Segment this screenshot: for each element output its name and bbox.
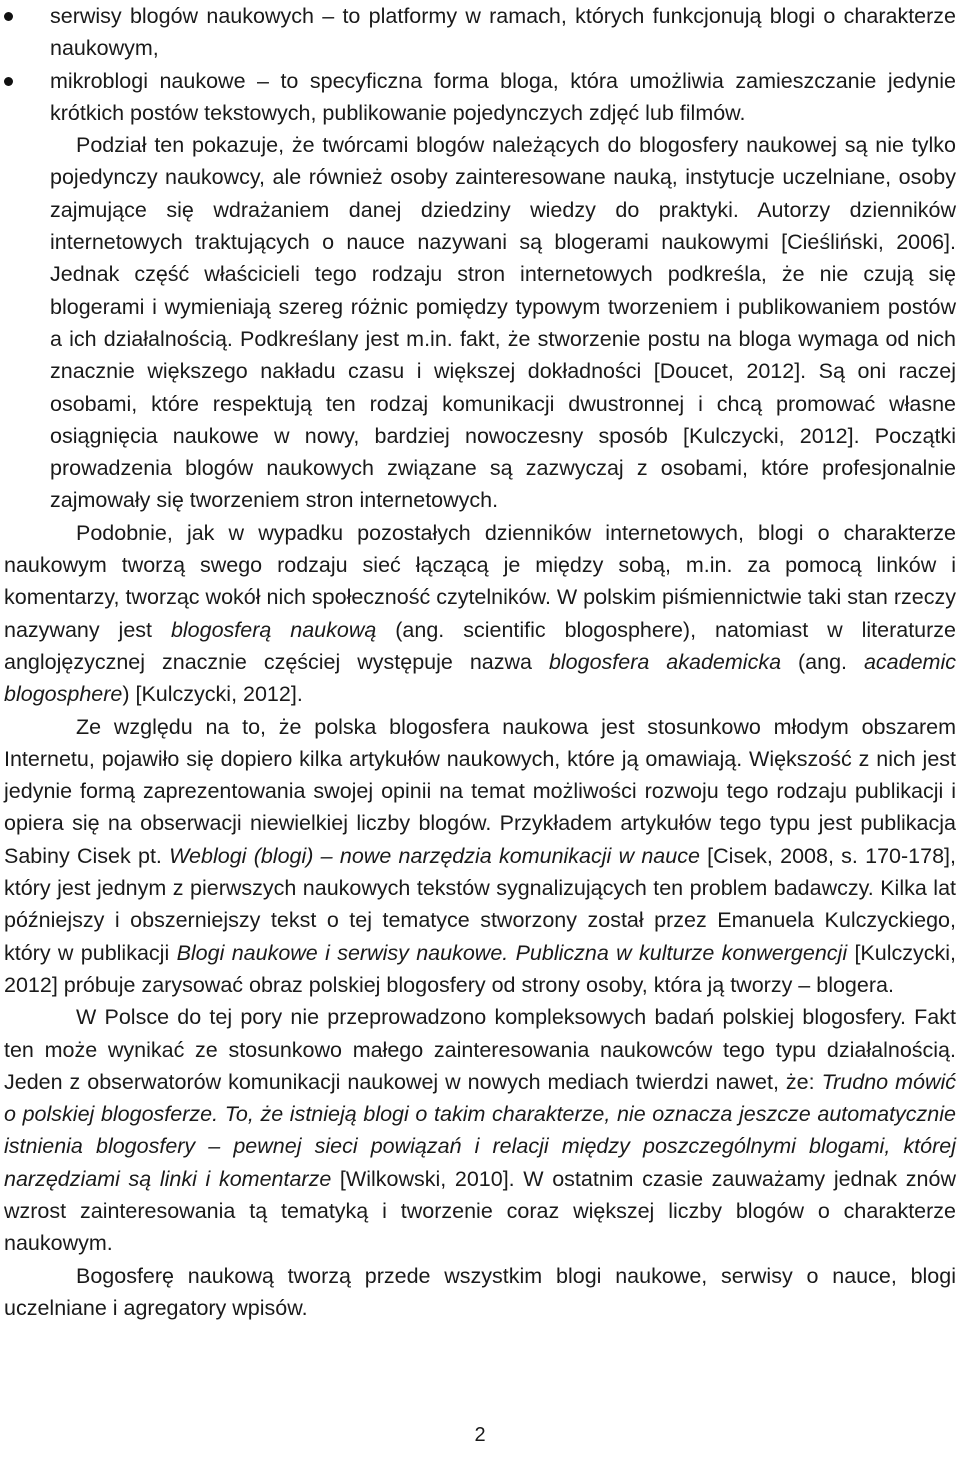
text-run: [Wilkowski, 2010]. W ostatnim czasie zauważamy jednak znów wzrost zainteresowania tą tematyką i tworzenie coraz większej liczby blogów o charakterze naukowym.: [4, 1166, 956, 1256]
text-run: ) [Kulczycki, 2012].: [122, 682, 303, 707]
bullet-text: serwisy blogów naukowych – to platformy w ramach, których funkcjonują blogi o charakterze naukowym,: [50, 4, 956, 61]
text-run: (ang. scientific blogosphere), natomiast w literaturze anglojęzycznej znacznie częściej występuje nazwa: [4, 617, 956, 674]
text-run: (ang.: [781, 649, 864, 674]
text-run: Podobnie, jak w wypadku pozostałych dzienników internetowych, blogi o charakterze naukowym tworzą swego rodzaju sieć łączącą je między sobą, m.in. za pomocą linków i komentarzy, tworząc wokół nich społeczność czytelników. W polskim piśmiennictwie taki stan rzeczy nazywany jest: [4, 520, 956, 642]
bullet-item-1: [4, 0, 956, 65]
bullet-item-2: [4, 65, 956, 130]
text-run: Ze względu na to, że polska blogosfera naukowa jest stosunkowo młodym obszarem Internetu, pojawiło się dopiero kilka artykułów naukowych, które ją omawiają. Większość z nich jest jedynie formą zaprezentowania swojej opinii na temat możliwości rozwoju tego rodzaju publikacji i opiera się na obserwacji niewielkiej liczby blogów. Przykładem artykułów tego typu jest publikacja Sabiny Cisek pt.: [4, 714, 956, 868]
bullet-list: [4, 0, 956, 129]
italic-text-run: blogosferą naukową: [170, 617, 377, 642]
text-run: [Kulczycki, 2012] próbuje zarysować obraz polskiej blogosfery od strony osoby, która ją tworzy – blogera.: [4, 940, 956, 997]
document-page: [4, 0, 956, 1324]
italic-text-run: Weblogi (blogi) – nowe narzędzia komunikacji w nauce: [169, 843, 700, 868]
text-run: Podział ten pokazuje, że twórcami blogów należących do blogosfery naukowej są nie tylko pojedynczy naukowcy, ale również osoby zainteresowane nauką, instytucje uczelniane, osoby zajmujące się wdrażaniem danej dziedziny wiedzy do praktyki. Autorzy dzienników internetowych traktujących o nauce nazywani są blogerami naukowymi [Cieśliński, 2006]. Jednak część właścicieli tego rodzaju stron internetowych podkreśla, że nie czują się blogerami i wymieniają szereg różnic pomiędzy typowym tworzeniem i publikowaniem postów a ich działalnością. Podkreślany jest m.in. fakt, że stworzenie postu na bloga wymaga od nich znacznie większego nakładu czasu i większej dokładności [Doucet, 2012]. Są oni raczej osobami, które respektują ten rodzaj komunikacji dwustronnej i chcą promować własne osiągnięcia naukowe w nowy, bardziej nowoczesny sposób [Kulczycki, 2012]. Początki prowadzenia blogów naukowych związane są zazwyczaj z osobami, które profesjonalnie zajmowały się tworzeniem stron internetowych.: [50, 133, 956, 513]
paragraph-4: [4, 1001, 956, 1259]
text-run: Bogosferę naukową tworzą przede wszystkim blogi naukowe, serwisy o nauce, blogi uczelniane i agregatory wpisów.: [4, 1263, 956, 1320]
italic-text-run: Blogi naukowe i serwisy naukowe. Publiczna w kulturze konwergencji: [176, 940, 848, 965]
text-run: W Polsce do tej pory nie przeprowadzono kompleksowych badań polskiej blogosfery. Fakt ten może wynikać ze stosunkowo małego zainteresowania naukowców tego typu działalnością. Jeden z obserwatorów komunikacji naukowej w nowych mediach twierdzi nawet, że:: [4, 1005, 956, 1094]
paragraph-2: [4, 517, 956, 711]
paragraph-5: [4, 1260, 956, 1325]
italic-text-run: academic blogosphere: [4, 649, 956, 707]
text-run: [Cisek, 2008, s. 170-178], który jest jednym z pierwszych naukowych tekstów sygnalizujących ten problem badawczy. Kilka lat późniejszy i obszerniejszy tekst o tej tematyce stworzony został przez Emanuela Kulczyckiego, który w publikacji: [4, 843, 956, 965]
italic-text-run: Trudno mówić o polskiej blogosferze. To, że istnieją blogi o takim charakterze, nie oznacza jeszcze automatycznie istnienia blogosfery – pewnej sieci powiązań i relacji między poszczególnymi blogami, której narzędziami są linki i komentarze: [4, 1069, 956, 1191]
paragraph-1: [4, 129, 956, 517]
italic-text-run: blogosfera akademicka: [548, 649, 782, 674]
bullet-text: mikroblogi naukowe – to specyficzna forma bloga, która umożliwia zamieszczanie jedynie krótkich postów tekstowych, publikowanie pojedynczych zdjęć lub filmów.: [50, 68, 956, 125]
bullet-icon: [4, 77, 13, 86]
paragraph-3: [4, 711, 956, 1002]
bullet-icon: [4, 12, 13, 21]
page-number: 2: [474, 1424, 486, 1446]
